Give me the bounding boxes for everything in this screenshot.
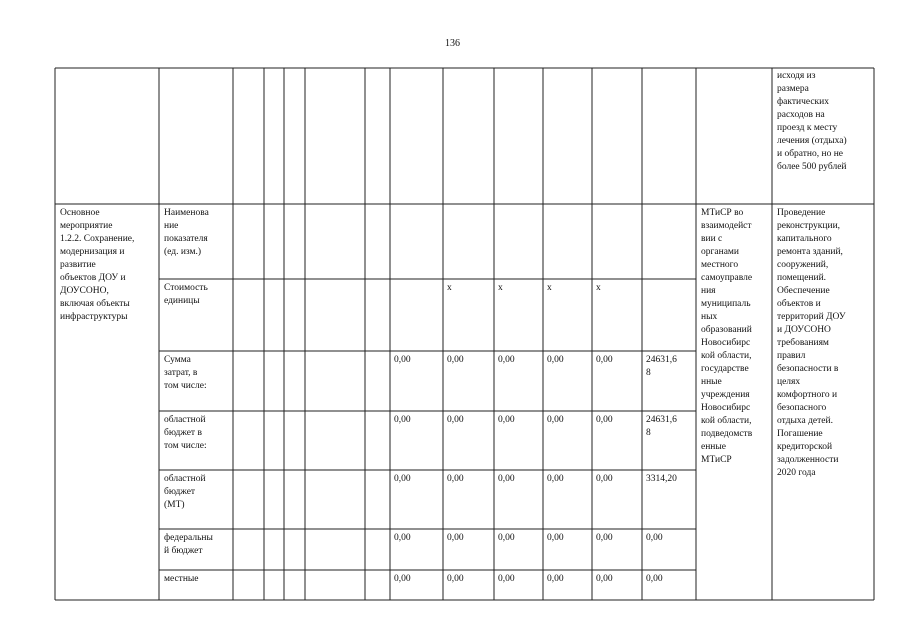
indicator-value: 0,00 [547, 355, 564, 365]
executor: МТиСР во взаимодейст вии с органами местного самоуправле ния муниципаль ных образований Новосибирс кой области, государстве нные учреждения Новосибирс кой области, подведомств енные МТиСР [701, 208, 753, 465]
indicator-value: 0,00 [447, 355, 464, 365]
indicator-value: 0,00 [394, 574, 411, 584]
indicator-value: 0,00 [596, 574, 613, 584]
indicator-value: 0,00 [498, 533, 515, 543]
indicator-value: 0,00 [547, 533, 564, 543]
indicator-value: 0,00 [547, 574, 564, 584]
indicator-value: 0,00 [547, 474, 564, 484]
indicator-value: 0,00 [447, 533, 464, 543]
indicator-value: 0,00 [596, 415, 613, 425]
indicator-value: 0,00 [596, 474, 613, 484]
indicator-value: 0,00 [596, 355, 613, 365]
indicator-value: 0,00 [447, 574, 464, 584]
indicator-label: местные [164, 574, 199, 584]
indicator-value: 0,00 [447, 415, 464, 425]
activity-name: Основное мероприятие 1.2.2. Сохранение, модернизация и развитие объектов ДОУ и ДОУСОНО, включая объекты инфраструктуры [60, 208, 135, 322]
indicator-label: федеральны й бюджет [164, 533, 213, 556]
indicator-value: 0,00 [394, 415, 411, 425]
indicator-value: 0,00 [498, 415, 515, 425]
indicator-label: областной бюджет (МТ) [164, 474, 206, 510]
prev-row-result-note: исходя из размера фактических расходов на проезд к месту лечения (отдыха) и обратно, но не более 500 рублей [777, 71, 847, 172]
indicator-value: 0,00 [394, 355, 411, 365]
indicator-value: x [447, 283, 452, 293]
indicator-value: 0,00 [447, 474, 464, 484]
indicator-value: 0,00 [498, 574, 515, 584]
indicator-value: 3314,20 [646, 474, 677, 484]
indicator-value: 0,00 [498, 355, 515, 365]
indicator-value: 24631,6 8 [646, 415, 677, 438]
indicator-label: областной бюджет в том числе: [164, 415, 207, 451]
indicator-value: x [498, 283, 503, 293]
indicator-value: 0,00 [394, 533, 411, 543]
indicator-label: Стоимость единицы [164, 283, 208, 306]
indicator-label: Наименова ние показателя (ед. изм.) [164, 208, 209, 257]
indicator-value: 0,00 [646, 533, 663, 543]
indicator-value: 0,00 [394, 474, 411, 484]
indicator-value: x [596, 283, 601, 293]
page-number: 136 [445, 38, 460, 49]
expected-result: Проведение реконструкции, капитального ремонта зданий, сооружений, помещений. Обеспечение объектов и территорий ДОУ и ДОУСОНО требованиям правил безопасности в целях комфортного и безопасного отдыха детей. Погашение кредиторской задолженности 2020 года [777, 208, 846, 478]
indicator-value: 24631,6 8 [646, 355, 677, 378]
indicator-value: 0,00 [498, 474, 515, 484]
indicator-label: Сумма затрат, в том числе: [164, 355, 207, 391]
indicator-value: 0,00 [547, 415, 564, 425]
indicator-value: 0,00 [596, 533, 613, 543]
indicator-value: 0,00 [646, 574, 663, 584]
indicator-value: x [547, 283, 552, 293]
